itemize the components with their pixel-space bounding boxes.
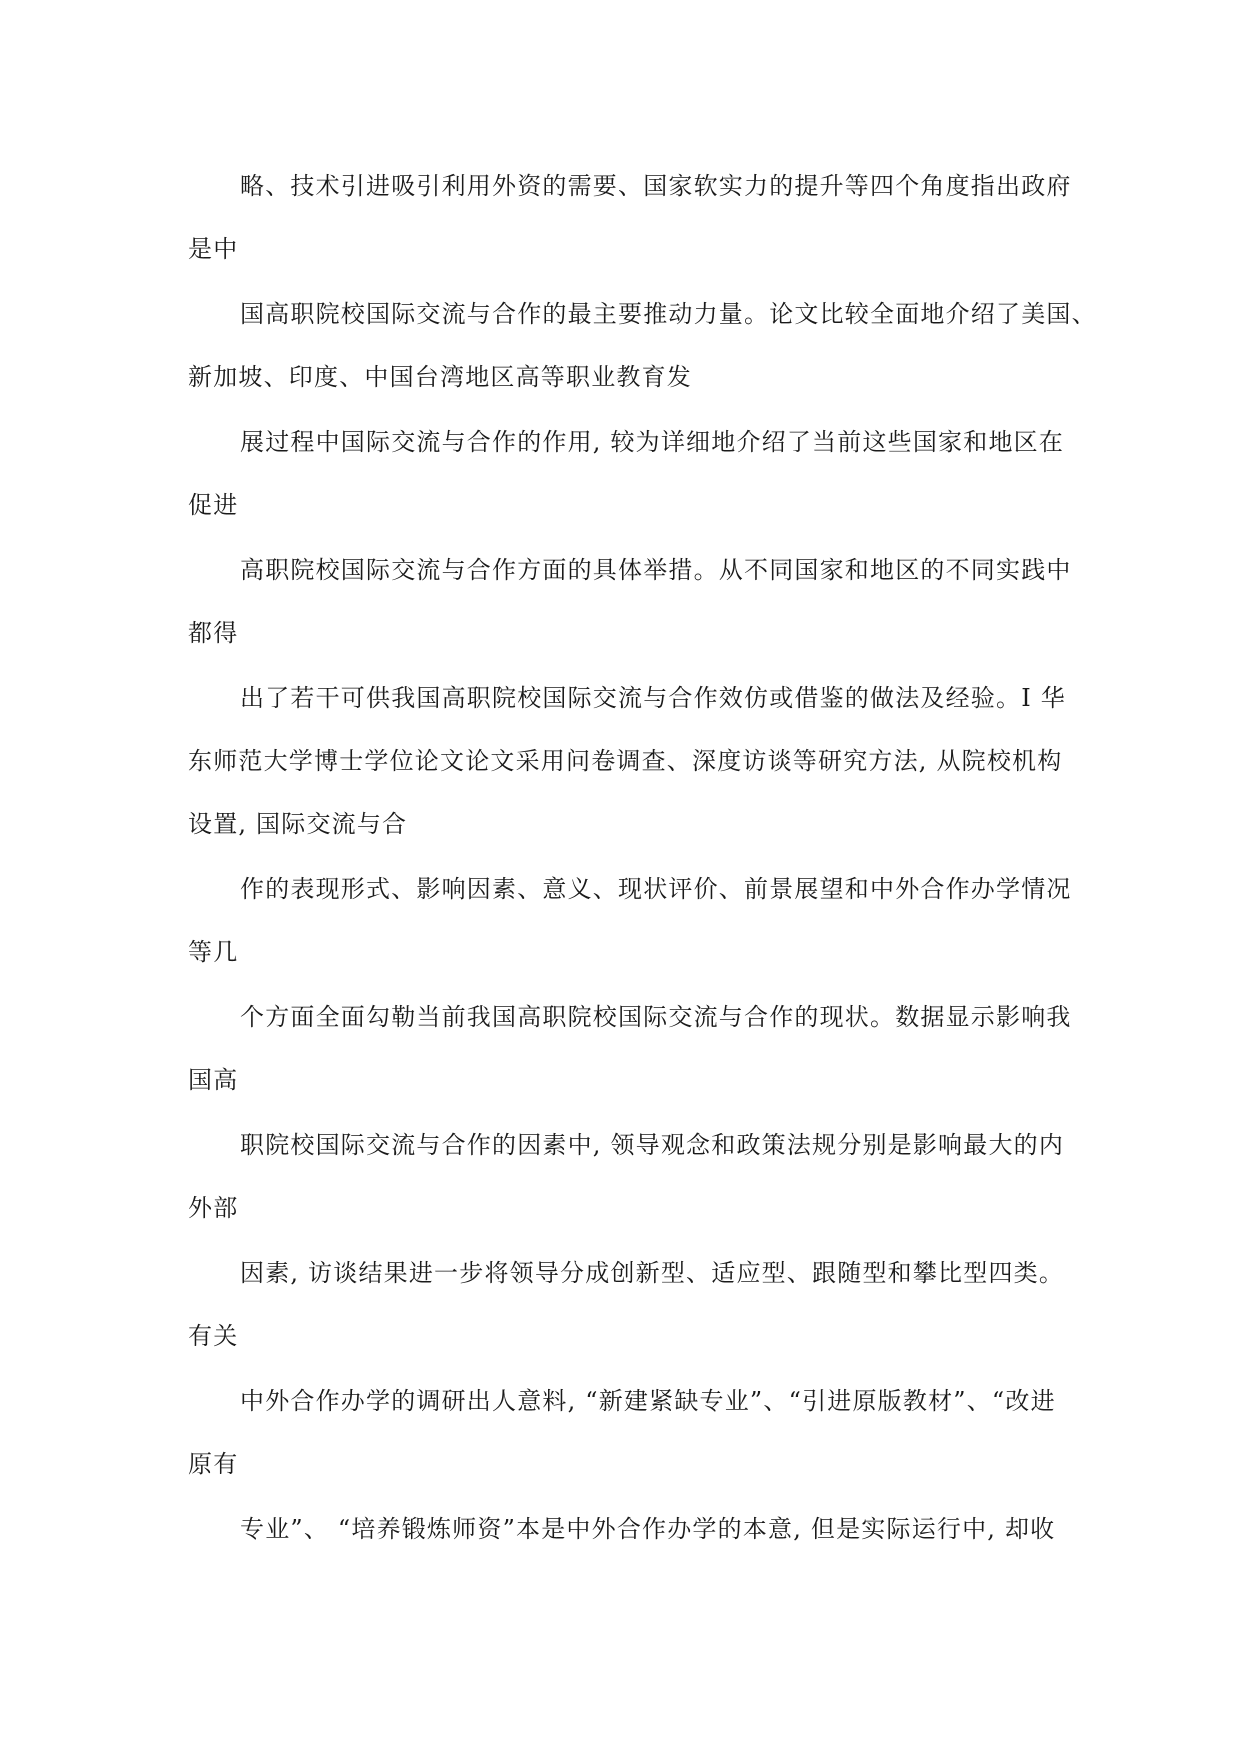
text-line: 东师范大学博士学位论文论文采用问卷调查、深度访谈等研究方法, 从院校机构 bbox=[188, 747, 1063, 775]
text-line: 展过程中国际交流与合作的作用, 较为详细地介绍了当前这些国家和地区在 bbox=[240, 428, 1065, 456]
text-line: 外部 bbox=[188, 1194, 239, 1222]
text-line: 略、技术引进吸引利用外资的需要、国家软实力的提升等四个角度指出政府 bbox=[240, 172, 1072, 200]
text-line: 新加坡、印度、中国台湾地区高等职业教育发 bbox=[188, 363, 692, 391]
text-line: 原有 bbox=[188, 1450, 239, 1478]
text-line: 都得 bbox=[188, 619, 239, 647]
text-line: 等几 bbox=[188, 938, 239, 966]
text-line: 国高 bbox=[188, 1066, 239, 1094]
text-line: 有关 bbox=[188, 1322, 239, 1350]
text-line: 因素, 访谈结果进一步将领导分成创新型、适应型、跟随型和攀比型四类。 bbox=[240, 1259, 1065, 1287]
text-line: 作的表现形式、影响因素、意义、现状评价、前景展望和中外合作办学情况 bbox=[240, 875, 1072, 903]
text-line: 促进 bbox=[188, 491, 239, 519]
text-line: 设置, 国际交流与合 bbox=[188, 810, 408, 838]
text-line: 出了若干可供我国高职院校国际交流与合作效仿或借鉴的做法及经验。I 华 bbox=[240, 684, 1066, 712]
text-line: 个方面全面勾勒当前我国高职院校国际交流与合作的现状。数据显示影响我 bbox=[240, 1003, 1072, 1031]
text-line: 高职院校国际交流与合作方面的具体举措。从不同国家和地区的不同实践中 bbox=[240, 556, 1072, 584]
text-line: 职院校国际交流与合作的因素中, 领导观念和政策法规分别是影响最大的内 bbox=[240, 1131, 1065, 1159]
text-line: 中外合作办学的调研出人意料, “新建紧缺专业”、“引进原版教材”、“改进 bbox=[240, 1387, 1056, 1415]
text-line: 是中 bbox=[188, 235, 239, 263]
text-line: 专业”、 “培养锻炼师资”本是中外合作办学的本意, 但是实际运行中, 却收 bbox=[240, 1515, 1056, 1543]
text-line: 国高职院校国际交流与合作的最主要推动力量。论文比较全面地介绍了美国、 bbox=[240, 300, 1097, 328]
